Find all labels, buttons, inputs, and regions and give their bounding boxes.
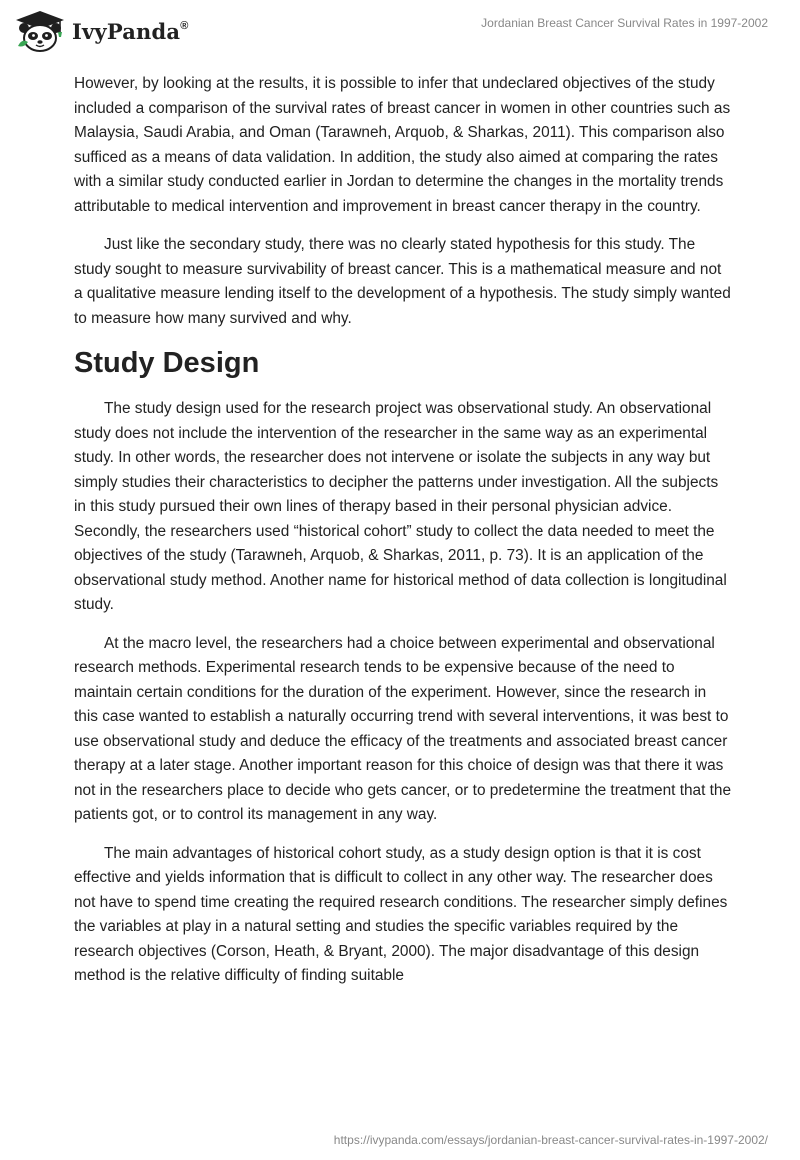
paragraph-1: However, by looking at the results, it is possible to infer that undeclared objectives of the study included a comparison of the survival rates of breast cancer in women in other countries such as Malaysia, Saudi Arabia, and Oman (Tarawneh, Arquob, & Sharkas, 2011). This comparison also sufficed as a means of data validation. In addition, the study also aimed at comparing the rates with a similar study conducted earlier in Jordan to determine the changes in the mortality trends attributable to medical intervention and improvement in breast cancer therapy in the country.: [74, 75, 731, 215]
brand-name: IvyPanda®: [72, 18, 189, 44]
panda-graduation-cap-icon: [14, 10, 66, 52]
page-header: [0, 0, 800, 70]
document-title: Jordanian Breast Cancer Survival Rates in 1997-2002: [481, 16, 768, 30]
brand-logo[interactable]: [14, 10, 189, 52]
essay-body: [74, 72, 734, 1003]
paragraph-5: The main advantages of historical cohort study, as a study design option is that it is cost effective and yields information that is difficult to collect in any other way. The researcher does not have to spend time creating the required research conditions. The researcher simply defines the variables at play in a natural setting and studies the specific variables required by the research objectives (Corson, Heath, & Bryant, 2000). The major disadvantage of this design method is the relative difficulty of finding suitable: [74, 844, 728, 984]
paragraph-4: At the macro level, the researchers had a choice between experimental and observational research methods. Experimental research tends to be expensive because of the need to maintain certain conditions for the duration of the experiment. However, since the research in this case wanted to establish a naturally occurring trend with several interventions, it was best to use observational study and deduce the efficacy of the treatments and associated breast cancer therapy at a later stage. Another important reason for this choice of design was that there it was not in the researchers place to decide who gets cancer, or to predetermine the treatment that the patients got, or to control its management in any way.: [74, 634, 732, 823]
section-heading-study-design: Study Design: [74, 347, 260, 379]
source-url[interactable]: https://ivypanda.com/essays/jordanian-breast-cancer-survival-rates-in-1997-2002/: [333, 1133, 768, 1147]
paragraph-2: Just like the secondary study, there was no clearly stated hypothesis for this study. The study sought to measure survivability of breast cancer. This is a mathematical measure and not a qualitative measure lending itself to the development of a hypothesis. The study simply wanted to measure how many survived and why.: [74, 236, 731, 327]
paragraph-3: The study design used for the research project was observational study. An observational study does not include the intervention of the researcher in the same way as an experimental study. In other words, the researcher does not intervene or isolate the subjects in any way but simply studies their characteristics to decipher the patterns under investigation. All the subjects in this study pursued their own lines of therapy based in their personal physician advice. Secondly, the researchers used “historical cohort” study to collect the data needed to meet the objectives of the study (Tarawneh, Arquob, & Sharkas, 2011, p. 73). It is an application of the observational study method. Another name for historical method of data collection is longitudinal study.: [74, 400, 727, 613]
